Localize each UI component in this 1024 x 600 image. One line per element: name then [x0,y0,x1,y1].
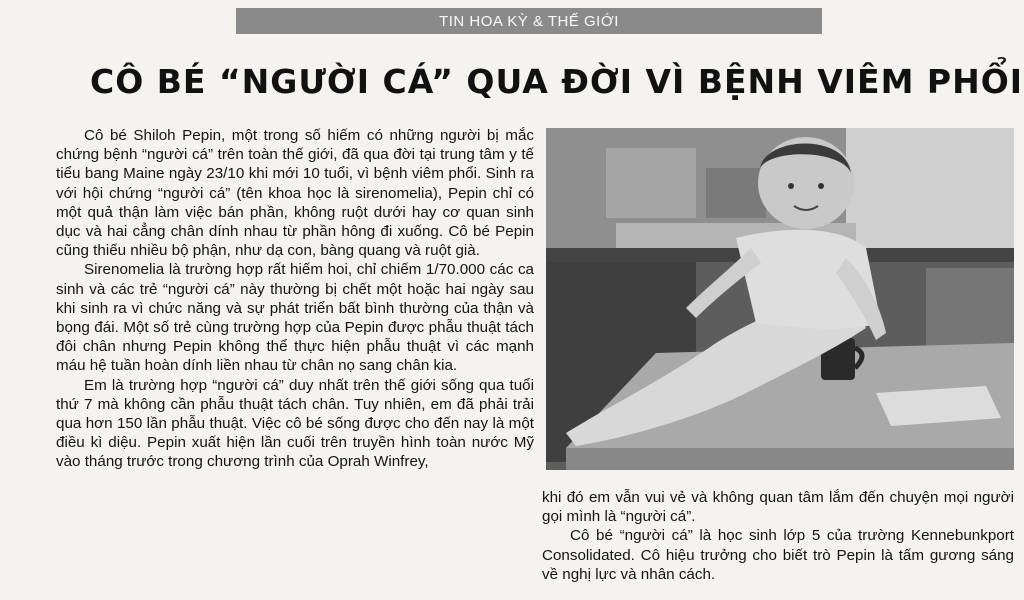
paragraph-sirenomelia: Sirenomelia là trường hợp rất hiếm hoi, chỉ chiếm 1/70.000 các ca sinh và các trẻ “người cá” này thường bị chết một hoặc hai ngày sau khi sinh ra vì chức năng và sự phát triển bất bình thường của thận và bọng đái. Một số trẻ cùng trường hợp của Pepin được phẫu thuật tách đôi chân nhưng Pepin không thể thực hiện phẫu thuật vì các mạnh máu hệ tuần hoàn dính liền nhau từ chân nọ sang chân kia. [56,261,534,375]
article-headline: CÔ BÉ “NGƯỜI CÁ” QUA ĐỜI VÌ BỆNH VIÊM PHỔI [90,62,1024,101]
section-label: TIN HOA KỲ & THẾ GIỚI [439,12,619,30]
paragraph-school: Cô bé “người cá” là học sinh lớp 5 của trường Kennebunkport Consolidated. Cô hiệu trưởng cho biết trò Pepin là tấm gương sáng về nghị lực và nhân cách. [542,527,1014,583]
section-header-bar [236,8,822,34]
article-body-left-column [56,126,534,472]
photo-illustration [546,128,1014,470]
paragraph-continuation: khi đó em vẫn vui vẻ và không quan tâm lắm đến chuyện mọi người gọi mình là “người cá”. [542,489,1014,526]
paragraph-intro: Cô bé Shiloh Pepin, một trong số hiếm có những người bị mắc chứng bệnh “người cá” trên toàn thế giới, đã qua đời tại trung tâm y tế tiểu bang Maine ngày 23/10 khi mới 10 tuổi, vì bệnh viêm phổi. Sinh ra với hội chứng “người cá” (tên khoa học là sirenomelia), Pepin chỉ có một quả thận làm việc bán phần, không ruột dưới hay cơ quan sinh dục và hai cẳng chân dính nhau từ phần hông đi xuống. Cô bé Pepin cũng thiếu nhiều bộ phận, như dạ con, bàng quang và ruột già. [56,127,534,260]
article-body-right-column [542,488,1014,584]
paragraph-survival: Em là trường hợp “người cá” duy nhất trên thế giới sống qua tuổi thứ 7 mà không cần phẫu thuật tách chân. Tuy nhiên, em đã phải trải qua hơn 150 lần phẫu thuật. Việc cô bé sống được cho đến nay là một điều kì diệu. Pepin xuất hiện lần cuối trên truyền hình toàn nước Mỹ vào tháng trước trong chương trình của Oprah Winfrey, [56,376,534,471]
article-photo [546,128,1014,470]
